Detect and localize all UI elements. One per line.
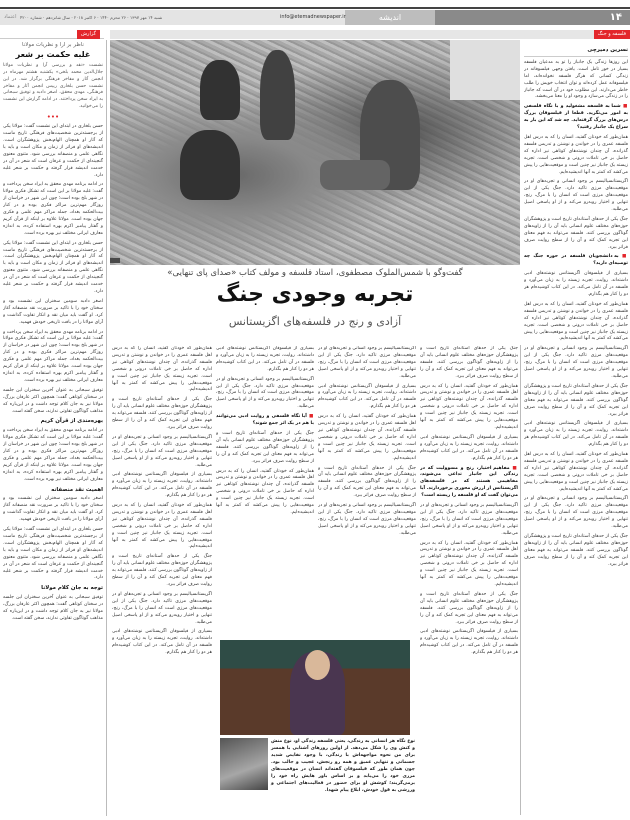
report-column <box>3 42 103 816</box>
answer: جنگ یکی از حدهای آستانه‌ای تاریخ است و پژوهشگران حوزه‌های مختلف علوم انسانی باید آن را از زاویه‌های گوناگون بررسی کنند. فلسفه می‌تواند به فهم معنای این تجربه کمک کند و آن را از سطح روایت صرف فراتر ببرد. <box>420 591 518 625</box>
answer: همان‌طور که خودتان گفتید، انسان را که به درس اهل فلسفه عمری را در خواندن و نوشتن و تدریس فلسفه گذرانده، آن چندان نوشته‌های کوتاهی نیز اداره که حاصل بر خی تاملات درونی و شخصی است. تجربه زیسته یک جانباز نیز چنین است و موقعیت‌هایی را پیش می‌کشد که کمتر به آنها اندیشیده‌ایم. <box>112 346 212 393</box>
answer: جنگ یکی از حدهای آستانه‌ای تاریخ است و پژوهشگران حوزه‌های مختلف علوم انسانی باید آن را از زاویه‌های گوناگون بررسی کنند. فلسفه می‌تواند به فهم معنای این تجربه کمک کند و آن را از سطح روایت صرف فراتر ببرد. <box>524 216 628 250</box>
article-column-5 <box>112 346 212 816</box>
answer: بسیاری از فیلسوفان اگزیستانس نوشته‌های ادبی داشته‌اند. روایت، تجربه زیسته را به زبان می‌آورد و فلسفه در آن تامل می‌کند. در این کتاب کوشیده‌ام هر دو را کنار هم بگذارم. <box>524 271 628 297</box>
section-label-main: فلسفه و جنگ <box>594 30 630 39</box>
answer: اگزیستانسیالیسم بر وجود انسانی و تجربه‌های او در موقعیت‌های مرزی تاکید دارد. جنگ یکی از این موقعیت‌های مرزی است که انسان را با مرگ، رنج، تنهایی و اختیار روبه‌رو می‌کند و از او پاسخی اصیل می‌طلبد. <box>112 434 212 468</box>
answer: همان‌طور که خودتان گفتید، انسان را که به درس اهل فلسفه عمری را در خواندن و نوشتن و تدریس فلسفه گذرانده، آن چندان نوشته‌های کوتاهی نیز اداره که حاصل بر خی تاملات درونی و شخصی است. تجربه زیسته یک جانباز نیز چنین است و موقعیت‌هایی را پیش می‌کشد که کمتر به آنها اندیشیده‌ایم. <box>524 301 628 342</box>
answer: جنگ یکی از حدهای آستانه‌ای تاریخ است و پژوهشگران حوزه‌های مختلف علوم انسانی باید آن را از زاویه‌های گوناگون بررسی کنند. فلسفه می‌تواند به فهم معنای این تجربه کمک کند و آن را از سطح روایت صرف فراتر ببرد. <box>318 465 416 499</box>
report-paragraph: حسن بلخاری در ابتدای این نشست گفت: مولانا یکی از برجسته‌ترین شخصیت‌های فرهنگی تاریخ ماست که آثار او همچنان الهام‌بخش پژوهشگران است. اندیشه‌های او فراتر از زمان و مکان است و باید با نگاهی علمی و منصفانه بررسی شود. مثنوی معنوی گنجینه‌ای از حکمت و عرفان است که شعر در آن در خدمت اندیشه قرار گرفته و حکمت بر شعر غلبه دارد. <box>3 124 103 178</box>
subheading: توجه به جان کلام مولانا <box>41 585 103 592</box>
newspaper-logo: اعتماد <box>4 14 17 20</box>
article-column-4 <box>216 346 314 636</box>
answer: اگزیستانسیالیسم بر وجود انسانی و تجربه‌های او در موقعیت‌های مرزی تاکید دارد. جنگ یکی از این موقعیت‌های مرزی است که انسان را با مرگ، رنج، تنهایی و اختیار روبه‌رو می‌کند و از او پاسخی اصیل می‌طلبد. <box>318 346 416 379</box>
answer: بسیاری از فیلسوفان اگزیستانس نوشته‌های ادبی داشته‌اند. روایت، تجربه زیسته را به زبان می‌آورد و فلسفه در آن تامل می‌کند. در این کتاب کوشیده‌ام هر دو را کنار هم بگذارم. <box>420 629 518 656</box>
section-label-side: گزارش <box>77 30 100 39</box>
question: ■ شما به فلسفه مشغولید و با نگاه فلسفی به امور می‌نگرید. قطعا از فیلسوفان بزرگ درس‌های بزرگ گرفته‌اید. چه شد که این بار به سراغ یک جانباز رفتید؟ <box>524 104 628 132</box>
answer: جنگ یکی از حدهای آستانه‌ای تاریخ است و پژوهشگران حوزه‌های مختلف علوم انسانی باید آن را از زاویه‌های گوناگون بررسی کنند. فلسفه می‌تواند به فهم معنای این تجربه کمک کند و آن را از سطح روایت صرف فراتر ببرد. <box>524 534 628 567</box>
report-paragraph: توفیق سبحانی به عنوان آخرین سخنران این جلسه در سخنان کوتاهی گفت: همچون اکثر عارفان بزرگ، مولانا نیز به جان کلام توجه داشت و در این‌باره که مذاهب گوناگون تفاوتی ندارند، سخن گفته است. <box>3 595 103 621</box>
email-link[interactable]: info@etemadnewspaper.ir <box>280 14 346 20</box>
report-paragraph: در ادامه برنامه مهدی محقق به ایراد سخن پرداخت و گفت: غلبه مولانا بر این است که تشکل فکری مولانا در شهر بلخ بوده است؛ چون این شهر در خراسان از روزگار مهم‌ترین مراکز فکری بوده و در کنار بیت‌الحکمه بغداد، جمله مراکز مهم علمی و فکری جهان بوده است. مولانا علاوه بر اینکه از قرآن کریم و گفتار پیامبر اکرم بهره استفاده کرده، به اندازه معارف ایرانی مختلف نیز بهره برده است. <box>3 428 103 482</box>
divider <box>106 40 107 816</box>
section-name: اندیشه <box>345 10 435 25</box>
answer: همان‌طور که خودتان گفتید، انسان را که به درس اهل فلسفه عمری را در خواندن و نوشتن و تدریس فلسفه گذرانده، آن چندان نوشته‌های کوتاهی نیز اداره که حاصل بر خی تاملات درونی و شخصی است. تجربه زیسته یک جانباز نیز چنین است و موقعیت‌هایی را پیش می‌کشد که کمتر به آنها اندیشیده‌ایم. <box>420 540 518 587</box>
answer: جنگ یکی از حدهای آستانه‌ای تاریخ است و پژوهشگران حوزه‌های مختلف علوم انسانی باید آن را از زاویه‌های گوناگون بررسی کنند. فلسفه می‌تواند به فهم معنای این تجربه کمک کند و آن را از سطح روایت صرف فراتر ببرد. <box>420 346 518 379</box>
answer: جنگ یکی از حدهای آستانه‌ای تاریخ است و پژوهشگران حوزه‌های مختلف علوم انسانی باید آن را از زاویه‌های گوناگون بررسی کنند. فلسفه می‌تواند به فهم معنای این تجربه کمک کند و آن را از سطح روایت صرف فراتر ببرد. <box>524 383 628 417</box>
report-paragraph: حسن بلخاری در ابتدای این نشست گفت: مولانا یکی از برجسته‌ترین شخصیت‌های فرهنگی تاریخ ماست که آثار او همچنان الهام‌بخش پژوهشگران است. اندیشه‌های او فراتر از زمان و مکان است و باید با نگاهی علمی و منصفانه بررسی شود. مثنوی معنوی گنجینه‌ای از حکمت و عرفان است که شعر در آن در خدمت اندیشه قرار گرفته و حکمت بر شعر غلبه دارد. <box>3 240 103 294</box>
answer: همان‌طور که خودتان گفتید، انسان را که به درس اهل فلسفه عمری را در خواندن و نوشتن و تدریس فلسفه گذرانده، آن چندان نوشته‌های کوتاهی نیز اداره که حاصل بر خی تاملات درونی و شخصی است. تجربه زیسته یک جانباز نیز چنین است و موقعیت‌هایی را پیش می‌کشد که کمتر به آنها اندیشیده‌ایم. <box>216 468 314 515</box>
answer: اگزیستانسیالیسم بر وجود انسانی و تجربه‌های او در موقعیت‌های مرزی تاکید دارد. جنگ یکی از این موقعیت‌های مرزی است که انسان را با مرگ، رنج، تنهایی و اختیار روبه‌رو می‌کند و از او پاسخی اصیل می‌طلبد. <box>524 179 628 213</box>
answer: همان‌طور که خودتان گفتید، انسان را که به درس اهل فلسفه عمری را در خواندن و نوشتن و تدریس فلسفه گذرانده، آن چندان نوشته‌های کوتاهی نیز اداره که حاصل بر خی تاملات درونی و شخصی است. تجربه زیسته یک جانباز نیز چنین است و موقعیت‌هایی را پیش می‌کشد که کمتر به آنها اندیشیده‌ایم. <box>112 503 212 550</box>
article-kicker: گفت‌وگو با شمس‌الملوک مصطفوی، استاد فلسفه و مولف کتاب «صدای پای تنهایی» <box>167 268 463 278</box>
answer: بسیاری از فیلسوفان اگزیستانس نوشته‌های ادبی داشته‌اند. روایت، تجربه زیسته را به زبان می‌آورد و فلسفه در آن تامل می‌کند. در این کتاب کوشیده‌ام هر دو را کنار هم بگذارم. <box>524 421 628 448</box>
divider <box>520 345 521 815</box>
report-paragraph: توفیق سبحانی به عنوان آخرین سخنران این جلسه در سخنان کوتاهی گفت: همچون اکثر عارفان بزرگ، مولانا نیز به جان کلام توجه داشت و در این‌باره که مذاهب گوناگون تفاوتی ندارند، سخن گفته است. <box>3 387 103 414</box>
article-headline: تجربه وجودی جنگ <box>216 282 414 307</box>
answer: بسیاری از فیلسوفان اگزیستانس نوشته‌های ادبی داشته‌اند. روایت، تجربه زیسته را به زبان می‌آورد و فلسفه در آن تامل می‌کند. در این کتاب کوشیده‌ام هر دو را کنار هم بگذارم. <box>112 629 212 656</box>
answer: اگزیستانسیالیسم بر وجود انسانی و تجربه‌های او در موقعیت‌های مرزی تاکید دارد. جنگ یکی از این موقعیت‌های مرزی است که انسان را با مرگ، رنج، تنهایی و اختیار روبه‌رو می‌کند و از او پاسخی اصیل می‌طلبد. <box>216 376 314 410</box>
article-column-1 <box>524 44 628 816</box>
page-number: ۱۴ <box>435 10 630 25</box>
interviewee-photo <box>220 640 410 735</box>
answer: همان‌طور که خودتان گفتید، انسان را که به درس اهل فلسفه عمری را در خواندن و نوشتن و تدریس فلسفه گذرانده، آن چندان نوشته‌های کوتاهی نیز اداره که حاصل بر خی تاملات درونی و شخصی است. تجربه زیسته یک جانباز نیز چنین است و موقعیت‌هایی را پیش می‌کشد که کمتر به آنها اندیشیده‌ایم. <box>524 452 628 492</box>
book-cover-thumbnail <box>220 738 268 790</box>
answer: بسیاری از فیلسوفان اگزیستانس نوشته‌های ادبی داشته‌اند. روایت، تجربه زیسته را به زبان می‌آورد و فلسفه در آن تامل می‌کند. در این کتاب کوشیده‌ام هر دو را کنار هم بگذارم. <box>112 472 212 499</box>
answer: همان‌طور که خودتان گفتید، انسان را که به درس اهل فلسفه عمری را در خواندن و نوشتن و تدریس فلسفه گذرانده، آن چندان نوشته‌های کوتاهی نیز اداره که حاصل بر خی تاملات درونی و شخصی است. تجربه زیسته یک جانباز نیز چنین است و موقعیت‌هایی را پیش می‌کشد که کمتر به آنها اندیشیده‌ایم. <box>524 134 628 175</box>
question: ■ به دانشجویان فلسفه در حوزه جنگ چه توصیه‌ای دارید؟ <box>524 254 628 268</box>
question: ■ مفاهیم اختیار، رنج و مسوولیت که در زندگی این جانباز تداعی می‌شوند، مفاهیمی هستند که در فلسفه‌های اگزیستانس از ارزش محوری برخوردارند. آیا می‌توان گفت که او فلسفه را زیسته است؟ <box>420 466 518 501</box>
article-intro: این روزها زندگی یک جانباز را تو به مدعیان فلسفه بسیار در خور تامل است. یافتن وجهی فیلسوفانه در زندگی کسانی که هرگز فلسفه نخوانده‌اند، اما فیلسوفانه عمل کرده‌اند و توان انتخاب خویش را طلب خاطر می‌دارند. این مطلوب خود در آن است که جانباز را در زندگی می‌سازد و وجود او را معنا می‌بخشد. <box>524 59 628 100</box>
article-column-2 <box>420 346 518 816</box>
header-rule <box>0 7 630 9</box>
subheading: بهره‌مندی از قرآن کریم <box>40 418 103 425</box>
answer: اگزیستانسیالیسم بر وجود انسانی و تجربه‌های او در موقعیت‌های مرزی تاکید دارد. جنگ یکی از این موقعیت‌های مرزی است که انسان را با مرگ، رنج، تنهایی و اختیار روبه‌رو می‌کند و از او پاسخی اصیل می‌طلبد. <box>112 591 212 625</box>
answer: اگزیستانسیالیسم بر وجود انسانی و تجربه‌های او در موقعیت‌های مرزی تاکید دارد. جنگ یکی از این موقعیت‌های مرزی است که انسان را با مرگ، رنج، تنهایی و اختیار روبه‌رو می‌کند و از او پاسخی اصیل می‌طلبد. <box>318 503 416 536</box>
report-paragraph: اصغر دادبه سومین سخنران این نشست بود و سخنان خود را با تاکید بر ضرورت نقد منصفانه آغاز کرد. او گفت باید میان نقد و انکار تفاوت گذاشت و آرای مولانا را در بافت تاریخی خودش فهمید. <box>3 298 103 325</box>
answer: همان‌طور که خودتان گفتید، انسان را که به درس اهل فلسفه عمری را در خواندن و نوشتن و تدریس فلسفه گذرانده، آن چندان نوشته‌های کوتاهی نیز اداره که حاصل بر خی تاملات درونی و شخصی است. تجربه زیسته یک جانباز نیز چنین است و موقعیت‌هایی را پیش می‌کشد که کمتر به آنها اندیشیده‌ایم. <box>420 383 518 430</box>
answer: بسیاری از فیلسوفان اگزیستانس نوشته‌های ادبی داشته‌اند. روایت، تجربه زیسته را به زبان می‌آورد و فلسفه در آن تامل می‌کند. در این کتاب کوشیده‌ام هر دو را کنار هم بگذارم. <box>420 434 518 461</box>
article-deck: آزادی و رنج در فلسفه‌های اگزیستانس <box>228 315 402 328</box>
report-lead: نشست «نقد و بررسی آرا و نظریات مولانا جلال‌الدین محمد بلخی» یکشنبه هشتم مهرماه در انجمن آثار و مفاخر فرهنگی برگزار شد. در این نشست حسن بلخاری رییس انجمن آثار و مفاخر فرهنگی، مهدی محقق، اصغر دادبه و توفیق سبحانی به ایراد سخن پرداختند. در ادامه گزارش این نشست را می‌خوانید. <box>3 62 103 110</box>
question: ■ آیا نگاه فلسفی و روایت ادبی می‌توانند با هم در یک اثر جمع شوند؟ <box>216 414 314 428</box>
answer: جنگ یکی از حدهای آستانه‌ای تاریخ است و پژوهشگران حوزه‌های مختلف علوم انسانی باید آن را از زاویه‌های گوناگون بررسی کنند. فلسفه می‌تواند به فهم معنای این تجربه کمک کند و آن را از سطح روایت صرف فراتر ببرد. <box>112 397 212 430</box>
answer: اگزیستانسیالیسم بر وجود انسانی و تجربه‌های او در موقعیت‌های مرزی تاکید دارد. جنگ یکی از این موقعیت‌های مرزی است که انسان را با مرگ، رنج، تنهایی و اختیار روبه‌رو می‌کند و از او پاسخی اصیل می‌طلبد. <box>524 496 628 530</box>
article-column-3 <box>318 346 416 636</box>
report-paragraph: اصغر دادبه سومین سخنران این نشست بود و سخنان خود را با تاکید بر ضرورت نقد منصفانه آغاز کرد. او گفت باید میان نقد و انکار تفاوت گذاشت و آرای مولانا را در بافت تاریخی خودش فهمید. <box>3 496 103 523</box>
subheading: اهمیت نقد منصفانه <box>51 486 103 493</box>
caption-text: نوع نگاه هر انسانی به زندگی، یعنی فلسفه زندگی او، نوع منش و کنش وی را شکل می‌دهد. از اولین روزهای آشنایی با همسر برای من نحوه مواجهه‌اش با زندگی، با وجود نقایص شدید جسمانی و تنهایی عمیق و همه رو رنجش، عجیب و جالب بود. چون همان طور که فیلسوفان گفته‌اند انسان در موقعیت‌های مرزی خود را می‌یابد و بر اساس باور هایش راه خود را برمی‌گزیند؛ کوشش او برای حضور در فعالیت‌های اجتماعی و ورزشی به قول خودش، ابلاغ پیام شهدا. <box>271 739 415 793</box>
answer: همان‌طور که خودتان گفتید، انسان را که به درس اهل فلسفه عمری را در خواندن و نوشتن و تدریس فلسفه گذرانده، آن چندان نوشته‌های کوتاهی نیز اداره که حاصل بر خی تاملات درونی و شخصی است. تجربه زیسته یک جانباز نیز چنین است و موقعیت‌هایی را پیش می‌کشد که کمتر به آنها اندیشیده‌ایم. <box>318 414 416 461</box>
report-paragraph: حسن بلخاری در ابتدای این نشست گفت: مولانا یکی از برجسته‌ترین شخصیت‌های فرهنگی تاریخ ماست که آثار او همچنان الهام‌بخش پژوهشگران است. اندیشه‌های او فراتر از زمان و مکان است و باید با نگاهی علمی و منصفانه بررسی شود. مثنوی معنوی گنجینه‌ای از حکمت و عرفان است که شعر در آن در خدمت اندیشه قرار گرفته و حکمت بر شعر غلبه دارد. <box>3 527 103 581</box>
photo-caption <box>220 738 415 818</box>
answer: بسیاری از فیلسوفان اگزیستانس نوشته‌های ادبی داشته‌اند. روایت، تجربه زیسته را به زبان می‌آورد و فلسفه در آن تامل می‌کند. در این کتاب کوشیده‌ام هر دو را کنار هم بگذارم. <box>216 346 314 372</box>
report-paragraph: در ادامه برنامه مهدی محقق به ایراد سخن پرداخت و گفت: غلبه مولانا بر این است که تشکل فکری مولانا در شهر بلخ بوده است؛ چون این شهر در خراسان از روزگار مهم‌ترین مراکز فکری بوده و در کنار بیت‌الحکمه بغداد، جمله مراکز مهم علمی و فکری جهان بوده است. مولانا علاوه بر اینکه از قرآن کریم و گفتار پیامبر اکرم بهره استفاده کرده، به اندازه معارف ایرانی مختلف نیز بهره برده است. <box>3 182 103 236</box>
byline: نسرین دمیرچی <box>524 47 628 57</box>
answer: بسیاری از فیلسوفان اگزیستانس نوشته‌های ادبی داشته‌اند. روایت، تجربه زیسته را به زبان می‌آورد و فلسفه در آن تامل می‌کند. در این کتاب کوشیده‌ام هر دو را کنار هم بگذارم. <box>318 383 416 410</box>
answer: جنگ یکی از حدهای آستانه‌ای تاریخ است و پژوهشگران حوزه‌های مختلف علوم انسانی باید آن را از زاویه‌های گوناگون بررسی کنند. فلسفه می‌تواند به فهم معنای این تجربه کمک کند و آن را از سطح روایت صرف فراتر ببرد. <box>216 430 314 464</box>
separator-dots: ••• <box>46 113 60 122</box>
date-line: شنبه ۱۴ مهر ۱۳۹۷ · ۲۶ محرم ۱۴۴۰ · ۶ اکتبر ۲۰۱۸ · سال شانزدهم · شماره ۴۲۰۰ <box>20 15 163 20</box>
report-title: غلبه حکمت بر شعر <box>15 49 91 59</box>
report-paragraph: در ادامه برنامه مهدی محقق به ایراد سخن پرداخت و گفت: غلبه مولانا بر این است که تشکل فکری مولانا در شهر بلخ بوده است؛ چون این شهر در خراسان از روزگار مهم‌ترین مراکز فکری بوده و در کنار بیت‌الحکمه بغداد، جمله مراکز مهم علمی و فکری جهان بوده است. مولانا علاوه بر اینکه از قرآن کریم و گفتار پیامبر اکرم بهره استفاده کرده، به اندازه معارف ایرانی مختلف نیز بهره برده است. <box>3 329 103 383</box>
war-photo <box>110 40 520 265</box>
answer: اگزیستانسیالیسم بر وجود انسانی و تجربه‌های او در موقعیت‌های مرزی تاکید دارد. جنگ یکی از این موقعیت‌های مرزی است که انسان را با مرگ، رنج، تنهایی و اختیار روبه‌رو می‌کند و از او پاسخی اصیل می‌طلبد. <box>524 346 628 379</box>
section-bar <box>110 30 630 39</box>
answer: جنگ یکی از حدهای آستانه‌ای تاریخ است و پژوهشگران حوزه‌های مختلف علوم انسانی باید آن را از زاویه‌های گوناگون بررسی کنند. فلسفه می‌تواند به فهم معنای این تجربه کمک کند و آن را از سطح روایت صرف فراتر ببرد. <box>112 554 212 587</box>
report-kicker: ناظر بر آرا و نظریات مولانا <box>22 42 84 48</box>
answer: اگزیستانسیالیسم بر وجود انسانی و تجربه‌های او در موقعیت‌های مرزی تاکید دارد. جنگ یکی از این موقعیت‌های مرزی است که انسان را با مرگ، رنج، تنهایی و اختیار روبه‌رو می‌کند و از او پاسخی اصیل می‌طلبد. <box>420 503 518 536</box>
